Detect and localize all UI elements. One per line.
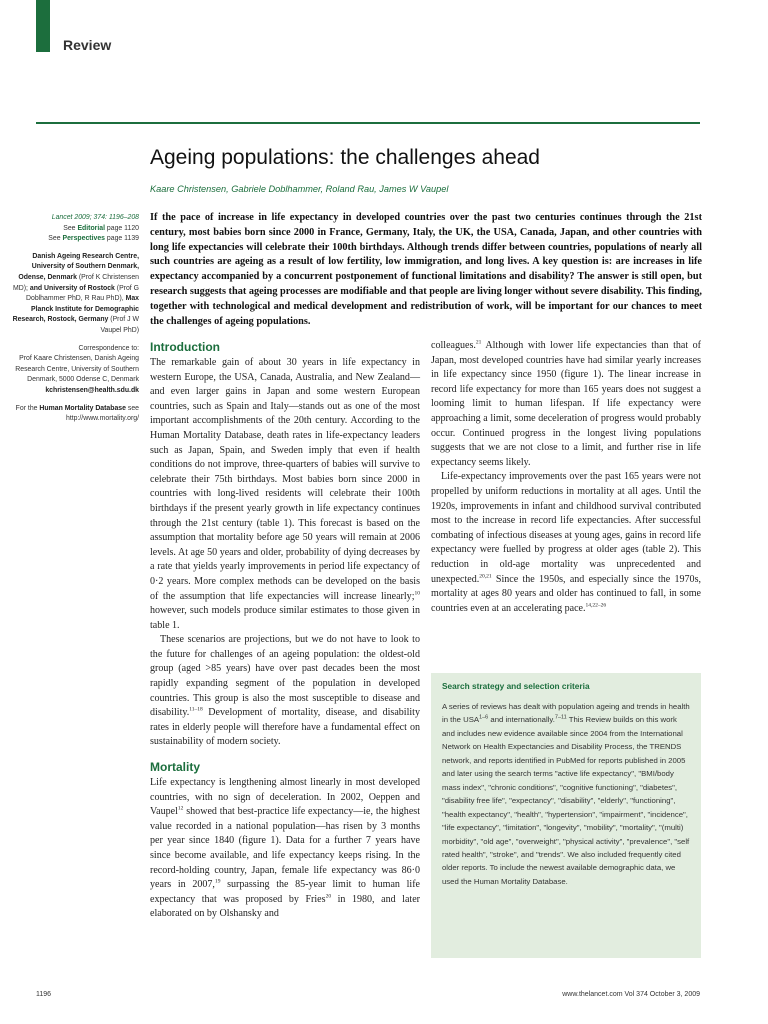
intro-paragraph-1 bbox=[150, 356, 420, 633]
text: colleagues. bbox=[431, 340, 476, 351]
hmd-note bbox=[10, 404, 139, 425]
citation: Lancet 2009; 374: 1196–208 bbox=[51, 214, 139, 221]
perspectives-link[interactable]: Perspectives bbox=[62, 235, 106, 243]
left-column bbox=[150, 339, 420, 922]
text: Development of mortality, disease, and disability rates in elderly people will therefore have a fundamental effect on sustainability of modern society. bbox=[150, 707, 420, 748]
text: Life expectancy is lengthening almost linearly in most developed countries, with no sign of deceleration. In 2002, Oeppen and Vaupel bbox=[150, 777, 420, 818]
correspondence-address: Prof Kaare Christensen, Danish Ageing Research Centre, University of Southern Denmark, 5000 Odense C, Denmark bbox=[15, 355, 139, 384]
text: surpassing the 85-year limit to human life expectancy that was proposed by Fries bbox=[150, 879, 420, 905]
see-suffix: page 1139 bbox=[105, 235, 139, 243]
see-prefix: See bbox=[48, 235, 63, 243]
text: however, such models produce similar estimates to those given in table 1. bbox=[150, 605, 420, 631]
reference: 21 bbox=[475, 339, 482, 346]
text: Since the 1950s, and especially since the 1970s, mortality at ages 80 years and older has continued to fall, in some countries even at an accelerating pace. bbox=[431, 573, 701, 614]
text: Although with lower life expectancies than that of Japan, most developed countries have had similar yearly increases in life expectancy since 1950 (figure 1). The linear increase in record life expectancy for more than 165 years does not suggest a looming limit to human lifespan. If life expectancy were approaching a limit, some deceleration of progress would probably occur. Continued progress in the longest living populations suggests that we are not close to a limit, and further rise in life expectancy seems likely. bbox=[431, 340, 701, 468]
text: in 1980, and later elaborated on by Olshansky and bbox=[150, 893, 421, 920]
text: A series of reviews has dealt with population ageing and trends in health in the USA bbox=[442, 702, 690, 725]
text: Life-expectancy improvements over the past 165 years were not propelled by uniform reductions in mortality at all ages. Until the 1920s, improvements in infant and childhood survival contributed most to the increase in record life expectancies. After successful combating of infectious diseases at young ages, gains in record life expectancy were fuelled by progress at older ages (table 2). This reduction in old-age mortality was unprecedented and unexpected. bbox=[431, 471, 701, 585]
page-number: 1196 bbox=[36, 991, 52, 998]
affiliation-3: Max Planck Institute for Demographic Research, Rostock, Germany bbox=[12, 295, 139, 324]
reference: 19 bbox=[214, 878, 221, 885]
sidebar bbox=[10, 213, 139, 432]
mortality-heading: Mortality bbox=[150, 760, 201, 775]
reference: 20,21 bbox=[479, 573, 492, 580]
mortality-paragraph-1 bbox=[150, 776, 420, 922]
text: and internationally. bbox=[488, 715, 555, 725]
see-suffix: page 1120 bbox=[105, 224, 139, 232]
affiliation-3-authors: (Prof J W Vaupel PhD) bbox=[100, 316, 139, 334]
text: The remarkable gain of about 30 years in life expectancy in western Europe, the USA, Canada, Australia, and New Zealand—and even larger gains in Japan and some western European countries, such as Spain and Italy—stands out as one of the most important accomplishments of the 20th century. According to the Human Mortality Database, death rates in life-expectancy leaders such as Japan, Spain, and Sweden imply that even if health conditions do not improve, three-quarters of babies will survive to celebrate their 75th birthdays. Most babies born since 2000 in countries with long-lived residents will celebrate their 100th birthdays if the present yearly growth in life expectancy continues through the 21st century (table 1). This forecast is based on the assumption that mortality before age 50 years will remain at 2006 levels. At age 50 years and older, probability of dying decreases by a rate that yields yearly improvements in period life expectancy of 0·2 years. More complex methods can be developed on the basis of the assumption that life expectancies will increase linearly; bbox=[150, 357, 420, 602]
reference: 10 bbox=[414, 590, 420, 597]
article-title: Ageing populations: the challenges ahead bbox=[150, 146, 540, 169]
author-list: Kaare Christensen, Gabriele Doblhammer, Roland Rau, James W Vaupel bbox=[150, 184, 449, 194]
panel-heading: Search strategy and selection criteria bbox=[442, 681, 590, 691]
journal-footer: www.thelancet.com Vol 374 October 3, 2009 bbox=[562, 991, 700, 998]
panel-text bbox=[442, 700, 691, 888]
correspondence-label: Correspondence to: bbox=[78, 344, 139, 352]
search-strategy-panel bbox=[431, 673, 701, 958]
right-paragraph-1 bbox=[431, 339, 701, 470]
abstract: If the pace of increase in life expectancy in developed countries over the past two centuries continues through the 21st century, most babies born since 2000 in France, Germany, Italy, the UK, the USA, Canada, Japan, and other countries with long life expectancies will celebrate their 100th birthdays. Although trends differ between countries, populations of nearly all such countries are ageing as a result of low fertility, low immigration, and long lives. A key question is: are increases in life expectancy accompanied by a concurrent postponement of functional limitations and disability? The answer is still open, but research suggests that ageing processes are modifiable and that people are living longer without severe disability. This finding, together with technological and medical development and redistribution of work, will be important for our chances to meet the challenges of ageing populations. bbox=[150, 212, 702, 327]
hmd-name: Human Mortality Database bbox=[39, 404, 126, 412]
affiliation-1: Danish Ageing Research Centre, University of Southern Denmark, Odense, Denmark bbox=[18, 252, 139, 281]
reference: 12 bbox=[177, 805, 184, 812]
correspondence-email[interactable]: kchristensen@health.sdu.dk bbox=[45, 386, 139, 394]
affiliation-2-authors: (Prof G Doblhammer PhD, R Rau PhD), bbox=[26, 284, 139, 303]
reference: 7–11 bbox=[554, 714, 567, 721]
section-color-bar bbox=[36, 0, 50, 52]
introduction-heading: Introduction bbox=[150, 340, 220, 354]
header-rule bbox=[36, 122, 700, 124]
affiliations bbox=[10, 252, 139, 337]
text: These scenarios are projections, but we do not have to look to the future for challenges of an ageing population: the oldest-old group (aged >85 years) have over past decades been the most rapidly expanding segment of the population in developed countries. This group is also the most susceptible to disease and disability. bbox=[150, 634, 420, 719]
intro-paragraph-2 bbox=[150, 633, 420, 750]
affiliation-1-authors: (Prof K Christensen MD); bbox=[13, 273, 139, 292]
section-label: Review bbox=[63, 37, 112, 53]
hmd-prefix: For the bbox=[15, 404, 40, 412]
right-column bbox=[431, 339, 701, 616]
reference: 11–18 bbox=[189, 706, 203, 713]
hmd-link[interactable]: see http://www.mortality.org/ bbox=[65, 404, 139, 423]
text: This Review builds on this work and includes new evidence available since 2004 from the International Network on Health Expectancies and Disability Process, the TRENDS network, and reports identified in PubMed for reports published in 2005 and later using the search terms "active life expectancy", "BMI/body mass index", "chronic conditions", "cognitive functioning", "diabetes", "disability free life", "expectancy", "disability", "elderly", "functioning", "health expectancy", "health", "hypertension", "impairment", "incidence", "life expectancy", "limitation", "longevity", "mobility", "mortality", "(multi) morbidity", "old age", "overweight", "physical activity", "prevalence", "self rated health", "stroke", and "trends". We also included frequently cited older reports. To include the newest available demographic data, we used the Human Mortality Database. bbox=[442, 715, 690, 886]
see-prefix: See bbox=[63, 224, 78, 232]
correspondence bbox=[10, 344, 139, 397]
right-paragraph-2 bbox=[431, 470, 701, 616]
reference: 14,22–26 bbox=[585, 602, 607, 609]
reference: 1–6 bbox=[479, 714, 489, 721]
editorial-link[interactable]: Editorial bbox=[77, 224, 106, 232]
text: showed that best-practice life expectancy—ie, the highest value recorded in a national population—has risen by 3 months per year since 1840 (figure 1). Data for a further 7 years have since become available, and life expectancy keeps rising. In the record-holding country, Japan, female life expectancy was 86·0 years in 2007, bbox=[150, 806, 420, 891]
reference: 20 bbox=[325, 893, 332, 900]
affiliation-2: and University of Rostock bbox=[29, 284, 115, 292]
